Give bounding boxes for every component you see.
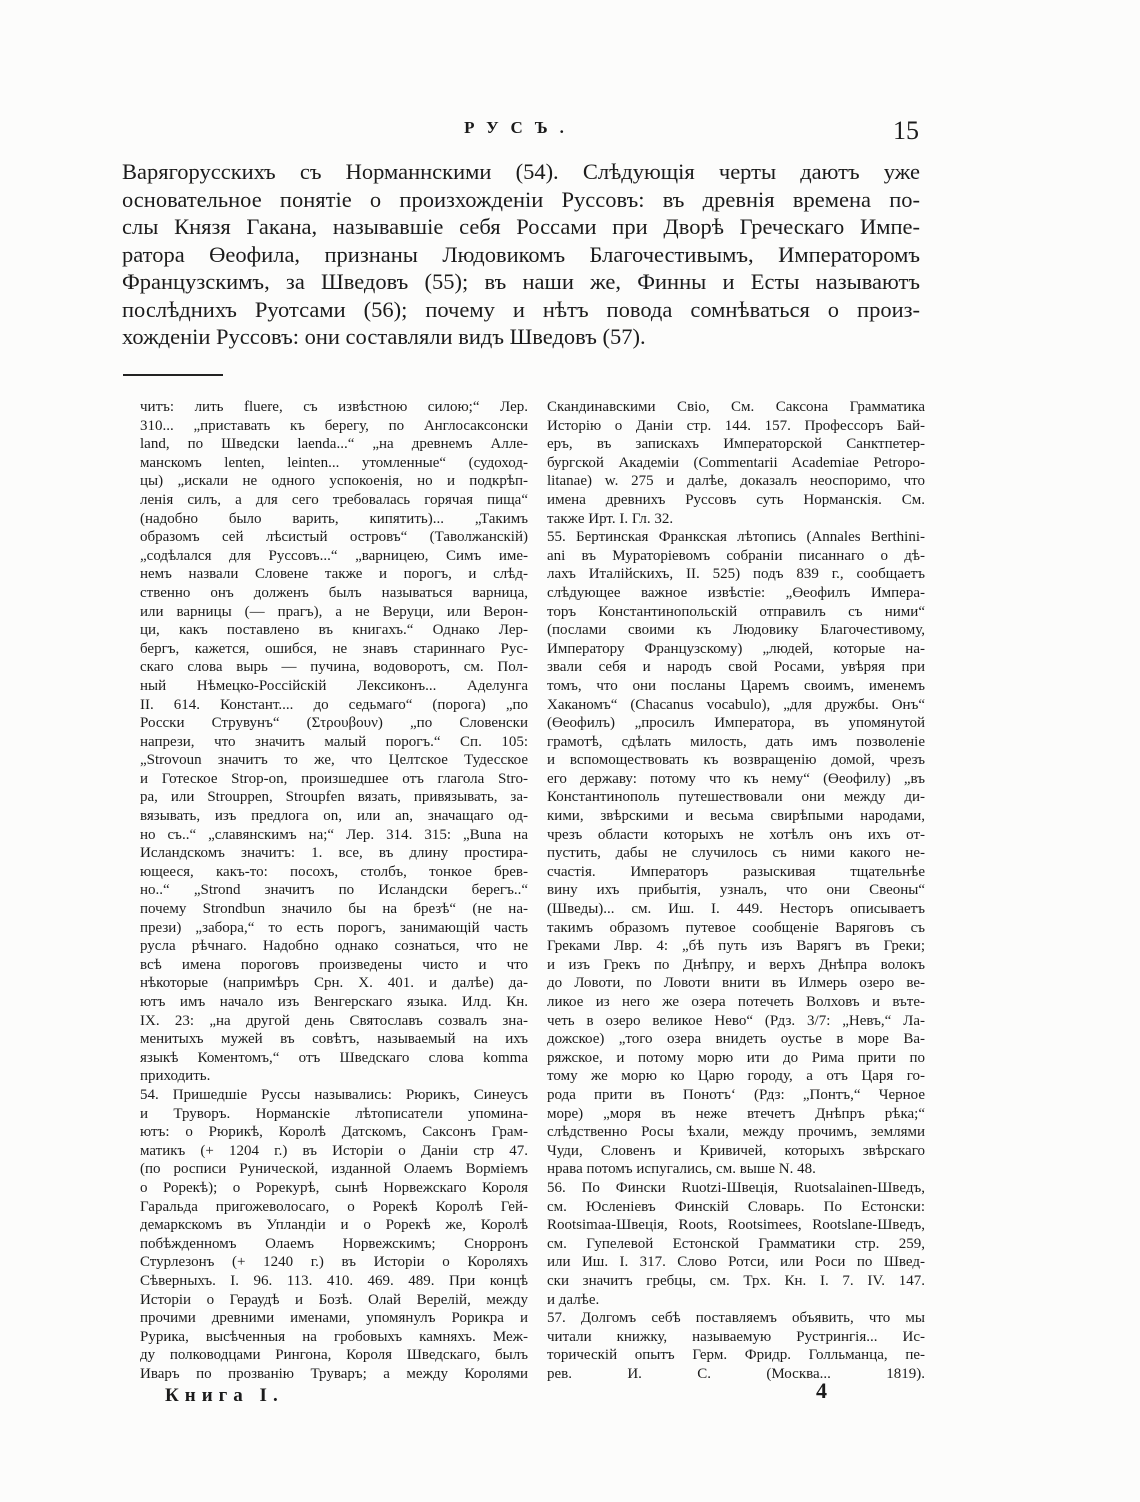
text-line: читъ: лить fluere, съ извѣстною силою;“ Лер.	[140, 399, 528, 415]
text-line: и Готеское Strop-on, произшедшее отъ глагола Stro-	[140, 770, 528, 787]
text-line: всѣ имена пороговъ произведены чисто и что	[140, 956, 528, 973]
text-line: land, по Шведски laenda...“ „на древнемъ Алле-	[140, 436, 528, 453]
text-line: торическій опытъ Герм. Фридр. Голльманца, пе-	[547, 1347, 925, 1364]
text-line: „Strovoun значитъ то же, что Целтское Тудесское	[140, 752, 528, 769]
text-line: но..“ „Strond значитъ по Исландски берегъ..“	[140, 882, 528, 899]
text-line: litanae) w. 275 и далѣе, доказалъ неоспоримо, что	[547, 473, 925, 490]
text-line: Исторіи о Гераудѣ и Бозѣ. Олай Верелій, между	[140, 1291, 528, 1308]
text-line: прочими древними именами, упомянулъ Рорикра и	[140, 1310, 528, 1327]
text-line: ски значитъ гребцы, см. Трх. Кн. I. 7. IV. 147.	[547, 1272, 925, 1289]
running-title: РУСЪ.	[464, 118, 576, 137]
text-line: русла рѣчнаго. Надобно однако сознаться, что не	[140, 938, 528, 955]
text-line: до Ловоти, по Ловоти внити въ Илмерь озеро ве-	[547, 975, 925, 992]
text-line: его державу: потому что къ нему“ (Өеофилу) „въ	[547, 770, 925, 787]
text-line: ленія силъ, а для сего требовалась горячая пища“	[140, 491, 528, 508]
text-line: Императору Французскому) „людей, которые на-	[547, 640, 925, 657]
text-line: „содѣлался для Руссовъ...“ „варницею, Симъ име-	[140, 547, 528, 564]
text-line: звали себя и народъ свой Росами, увѣряя при	[547, 659, 925, 676]
text-line: 55. Бертинская Франкская лѣтопись (Annales Berthini-	[547, 529, 925, 546]
text-line: (по росписи Рунической, изданной Олаемъ Ворміемъ	[140, 1161, 528, 1178]
text-line: ду полководцами Рингона, Короля Шведскаго, былъ	[140, 1347, 528, 1364]
text-line: рода прити въ Понотъ‘ (Рдз: „Понтъ,“ Черное	[547, 1086, 925, 1103]
text-line: Сѣверныхъ. I. 96. 113. 410. 469. 489. При концѣ	[140, 1272, 528, 1289]
text-line: 57. Долгомъ себѣ поставляемъ объявить, что мы	[547, 1310, 925, 1327]
text-line: ратора Өеофила, признаны Людовикомъ Благочестивымъ, Императоромъ	[122, 241, 920, 267]
text-line: Иваръ по прозванію Труваръ; а между Королями	[140, 1365, 528, 1382]
text-line: Стурлезонъ (+ 1240 г.) въ Исторіи о Короляхъ	[140, 1254, 528, 1271]
text-line: хожденіи Руссовъ: они составляли видъ Шведовъ (57).	[122, 324, 646, 349]
text-line: основательное понятіе о произхожденіи Руссовъ: въ древнія времена по-	[122, 186, 920, 212]
text-line: (послами своими къ Людовику Благочестивому,	[547, 622, 925, 639]
text-line: рев. И. С. (Москва... 1819).	[547, 1365, 925, 1382]
text-line: Скандинавскими Свіо, См. Саксона Грамматика	[547, 399, 925, 415]
text-line: чрезъ области которыхъ не хотѣлъ онъ ихъ от-	[547, 826, 925, 843]
text-line: ственно онъ долженъ былъ называться варница,	[140, 584, 528, 601]
text-line: и изъ Грекъ по Днѣпру, и верхъ Днѣпра волокъ	[547, 956, 925, 973]
text-line: но съ..“ „славянскимъ на;“ Лер. 314. 315: „Buna на	[140, 826, 528, 843]
text-line: такимъ образомъ путевое сообщеніе Варяговъ съ	[547, 919, 925, 936]
text-line: почему Strondbun значило бы на брезѣ“ (не на-	[140, 901, 528, 918]
text-line: (Шведы)... см. Иш. I. 449. Несторъ описываетъ	[547, 901, 925, 918]
text-line: (Өеофилъ) „просилъ Императора, въ упомянутой	[547, 715, 925, 732]
text-line: Исландскомъ значитъ: 1. все, въ длину простира-	[140, 845, 528, 862]
text-line: см. Юсленіевъ Финскій Словарь. По Естонски:	[547, 1198, 925, 1215]
text-line: ликое из него же озера потечеть Волховъ и вътe-	[547, 994, 925, 1010]
footnotes-right-column	[547, 398, 925, 1383]
text-line: читали книжку, называемую Рустрингія... Ис-	[547, 1328, 925, 1345]
text-line: и далѣе.	[547, 1291, 600, 1308]
text-line: бургской Академіи (Commentarii Academiae Petropo-	[547, 454, 925, 471]
main-text	[122, 158, 920, 351]
text-line: манскомъ lenten, leinten... утомленные“ (судоход-	[140, 454, 528, 471]
text-line: бергъ, кажется, ошибся, не знавъ стариннаго Рус-	[140, 640, 528, 657]
text-line: см. Гупелевой Естонской Грамматики стр. 259,	[547, 1235, 925, 1252]
text-line: слы Князя Гакана, называвшіе себя Россами при Дворѣ Греческаго Импе-	[122, 214, 920, 239]
text-line: четь в озеро великое Нево“ (Рдз. 3/7: „Невъ,“ Ла-	[547, 1012, 925, 1029]
text-line: Рурика, высѣченныя на гробовыхъ камняхъ. Меж-	[140, 1328, 528, 1345]
text-line: Хаканомъ“ (Chacanus vocabulo), „для дружбы. Онъ“	[547, 696, 925, 713]
sheet-number: 4	[816, 1378, 827, 1403]
text-line: счастія. Императоръ разыскивая тщательнѣе	[547, 863, 925, 880]
text-line: о Рорекѣ); о Рорекурѣ, сынѣ Норвежскаго Короля	[140, 1179, 528, 1196]
text-line: и вспомоществовать къ возвращенію домой, чрезъ	[547, 752, 925, 769]
text-line: нрава потомъ испугались, см. выше N. 48.	[547, 1161, 816, 1178]
text-line: грамотѣ, сдѣлать милость, дать имъ позволеніе	[547, 733, 925, 750]
text-line: ютъ: о Рюрикѣ, Королѣ Датскомъ, Саксонъ Грам-	[140, 1124, 528, 1141]
text-line: немъ назвали Словене также и порогъ, и слѣд-	[140, 566, 528, 583]
text-line: вину ихъ прибытія, узналъ, что они Свеоны“	[547, 882, 925, 899]
text-line: также Ирт. I. Гл. 32.	[547, 510, 674, 527]
text-line: Варягорусскихъ съ Норманнскими (54). Слѣдующія черты даютъ уже	[122, 159, 920, 184]
text-line: и Труворъ. Норманскіе лѣтописатели упомина-	[140, 1105, 528, 1122]
text-line: ютъ имъ начало изъ Венгерскаго языка. Илд. Кн.	[140, 994, 528, 1010]
signature-mark: Книга I.	[165, 1385, 284, 1406]
text-line: II. 614. Констант.... до седьмаго“ (порога) „по	[140, 696, 528, 713]
text-line: IX. 23: „на другой день Святославъ созвалъ зна-	[140, 1012, 528, 1029]
text-line: Росски Струвунъ“ (Στρουβουν) „по Словенски	[140, 715, 528, 732]
text-line: слѣдующее важное извѣстіе: „Өеофилъ Импера-	[547, 584, 925, 601]
text-line: матикъ (+ 1204 г.) въ Исторіи о Даніи стр 47.	[140, 1142, 528, 1159]
footnotes-left-column	[140, 398, 528, 1383]
text-line: дожское) „того озера внидеть оустье в море Ва-	[547, 1031, 925, 1048]
text-line: Французскимъ, за Шведовъ (55); въ наши же, Финны и Есты называютъ	[122, 269, 920, 294]
text-line: кими, звѣрскими и весьма свирѣпыми народами,	[547, 808, 925, 825]
text-line: слѣдственно Росы ѣхали, между прочимъ, землями	[547, 1124, 925, 1141]
text-line: Гаральда пригожеволосаго, о Рорекѣ Королѣ Гей-	[140, 1198, 528, 1215]
text-line: приходить.	[140, 1068, 211, 1085]
text-line: нѣкоторые (напримѣръ Срн. X. 401. и далѣе) да-	[140, 975, 528, 992]
text-line: ный Нѣмецко-Россійскій Лексиконъ... Аделунга	[140, 677, 528, 694]
text-line: послѣднихъ Руотсами (56); почему и нѣтъ повода сомнѣваться о произ-	[122, 296, 920, 322]
text-line: напрези, что значитъ малый порогъ.“ Сп. 105:	[140, 733, 528, 750]
text-line: Чуди, Словенъ и Кривичей, которыхъ звѣрскаго	[547, 1142, 925, 1159]
text-line: еръ, въ запискахъ Императорской Санктпетер-	[547, 436, 925, 453]
text-line: Исторію о Даніи стр. 144. 157. Профессоръ Бай-	[547, 417, 925, 434]
text-line: (надобно было варить, кипятить)... „Такимъ	[140, 510, 528, 527]
text-line: имена древнихъ Руссовъ суть Норманскія. См.	[547, 491, 925, 508]
text-line: пустить, дабы не случилось съ ними какого не-	[547, 845, 925, 862]
text-line: скаго слова вырь — пучина, водоворотъ, см. Пол-	[140, 659, 528, 676]
text-line: или варницы (— прагъ), а не Веруци, или Верон-	[140, 603, 528, 620]
text-line: языкѣ Коментомъ,“ отъ Шведскаго слова komma	[140, 1049, 528, 1066]
text-line: Греками Лвр. 4: „бѣ путь изъ Варягъ въ Греки;	[547, 938, 925, 955]
text-line: ani въ Мураторіевомъ собраніи писаннаго о дѣ-	[547, 547, 925, 564]
text-line: тому же морю ко Царю городу, а отъ Царя го-	[547, 1068, 925, 1085]
text-line: ряжское, и потому морю ити до Рима прити по	[547, 1049, 925, 1066]
text-line: или Иш. I. 317. Слово Ротси, или Роси по Швед-	[547, 1254, 925, 1271]
text-line: 54. Пришедшіе Руссы назывались: Рюрикъ, Синеусъ	[140, 1086, 528, 1103]
text-line: прези) „забора,“ то есть порогъ, занимающій часть	[140, 919, 528, 936]
text-line: Rootsimaa-Швеція, Roots, Rootsimees, Rootslane-Шведъ,	[547, 1217, 925, 1234]
text-line: 310... „приставать къ берегу, по Англосаксонски	[140, 417, 528, 434]
text-line: Константинополь путешествовали они между ди-	[547, 789, 925, 806]
text-line: менитыхъ мужей въ совѣтъ, называемый на ихъ	[140, 1031, 528, 1048]
text-line: демаркскомъ въ Упландіи и о Рорекѣ же, Королѣ	[140, 1217, 528, 1234]
text-line: ющееся, какъ-то: посохъ, столбъ, тонкое брев-	[140, 863, 528, 880]
text-line: образомъ сей лѣсистый островъ“ (Таволжанскій)	[140, 529, 528, 546]
text-line: томъ, что они посланы Царемъ своимъ, именемъ	[547, 677, 925, 694]
text-line: ци, какъ поставлено въ книгахъ.“ Однако Лер-	[140, 622, 528, 639]
text-line: торъ Константинопольскій отправилъ съ ними“	[547, 603, 925, 620]
text-line: pa, или Strouppen, Stroupfen вязать, привязывать, за-	[140, 789, 528, 806]
text-line: 56. По Фински Ruotzi-Швеція, Ruotsalainen-Шведъ,	[547, 1179, 925, 1196]
text-line: вязывать, изъ предлога on, или an, значащаго од-	[140, 808, 528, 825]
text-line: море) „моря въ неже втечетъ Днѣпръ рѣка;“	[547, 1105, 925, 1122]
text-line: побѣжденномъ Олаемъ Норвежскимъ; Снорронъ	[140, 1235, 528, 1252]
text-line: цы) „искали не одного успокоенія, но и подкрѣп-	[140, 473, 528, 490]
page-number: 15	[893, 116, 919, 145]
text-line: лахъ Италійскихъ, II. 525) подъ 839 г., сообщаетъ	[547, 566, 925, 583]
footnote-rule	[123, 374, 223, 376]
